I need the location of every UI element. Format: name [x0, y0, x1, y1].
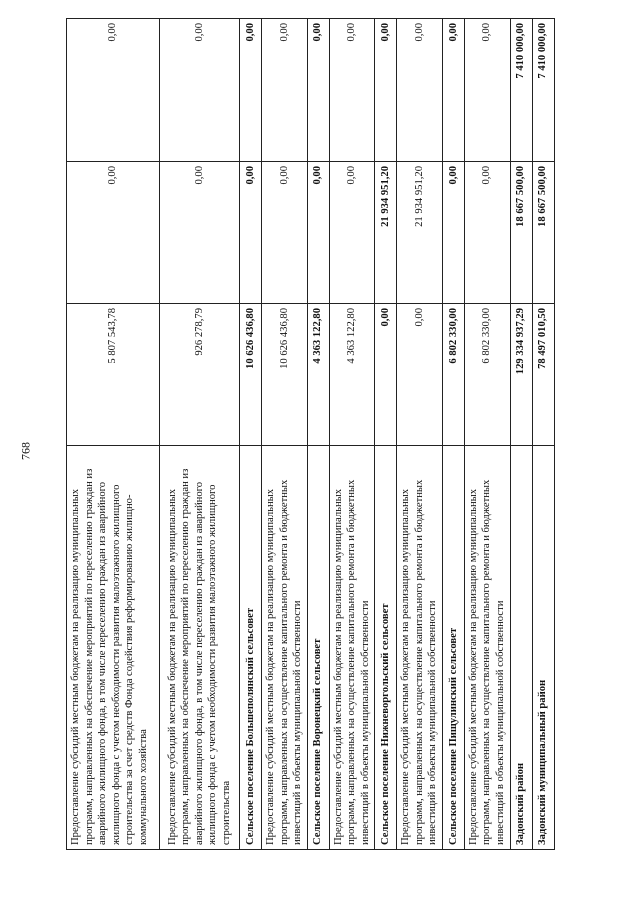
row-value-2: 0,00: [262, 162, 308, 304]
row-description: Предоставление субсидий местным бюджетам на реализацию муниципальных программ, направленных на осуществление капитального ремонта и бюджетных инвестиций в объекты муниципальной собственности: [262, 446, 308, 850]
row-value-2: 0,00: [464, 162, 510, 304]
row-value-1: 0,00: [375, 304, 397, 446]
rotated-table-container: [66, 23, 591, 850]
row-description: Сельское поселение Пищулинский сельсовет: [442, 446, 464, 850]
row-value-3: 0,00: [160, 19, 240, 162]
row-value-2: 0,00: [240, 162, 262, 304]
row-value-1: 4 363 122,80: [307, 304, 329, 446]
row-value-2: 18 667 500,00: [510, 162, 532, 304]
table-row: [464, 19, 510, 850]
row-value-3: 7 410 000,00: [510, 19, 532, 162]
row-value-3: 0,00: [397, 19, 443, 162]
table-row-subtotal: [442, 19, 464, 850]
row-value-3: 0,00: [442, 19, 464, 162]
row-value-3: 0,00: [464, 19, 510, 162]
row-description: Предоставление субсидий местным бюджетам на реализацию муниципальных программ, направленных на осуществление капитального ремонта и бюджетных инвестиций в объекты муниципальной собственности: [329, 446, 375, 850]
subsidy-table: [66, 18, 555, 850]
row-value-2: 0,00: [307, 162, 329, 304]
row-description: Сельское поселение Большеполянский сельсовет: [240, 446, 262, 850]
row-value-3: 0,00: [262, 19, 308, 162]
table-row-total: [510, 19, 532, 850]
row-value-2: 0,00: [329, 162, 375, 304]
row-description: Сельское поселение Нижневоргольский сельсовет: [375, 446, 397, 850]
row-value-1: 0,00: [397, 304, 443, 446]
row-value-2: 0,00: [67, 162, 160, 304]
page-number: 768: [18, 442, 33, 460]
row-value-1: 6 802 330,00: [464, 304, 510, 446]
row-value-3: 7 410 000,00: [532, 19, 554, 162]
row-value-2: 21 934 951,20: [375, 162, 397, 304]
table-row: [262, 19, 308, 850]
row-value-1: 4 363 122,80: [329, 304, 375, 446]
row-description: Предоставление субсидий местным бюджетам на реализацию муниципальных программ, направленных на обеспечение мероприятий по переселению граждан из аварийного жилищного фонда, в том числе переселению граждан из аварийного жилищного фонда с учетом необходимости развития малоэтажного жилищного строительства: [160, 446, 240, 850]
table-row-subtotal: [375, 19, 397, 850]
row-value-2: 18 667 500,00: [532, 162, 554, 304]
row-value-2: 21 934 951,20: [397, 162, 443, 304]
row-description: Предоставление субсидий местным бюджетам на реализацию муниципальных программ, направленных на осуществление капитального ремонта и бюджетных инвестиций в объекты муниципальной собственности: [464, 446, 510, 850]
row-value-1: 10 626 436,80: [262, 304, 308, 446]
row-value-3: 0,00: [375, 19, 397, 162]
row-value-2: 0,00: [160, 162, 240, 304]
row-value-1: 129 334 937,29: [510, 304, 532, 446]
row-description: Задонский муниципальный район: [532, 446, 554, 850]
table-row: [329, 19, 375, 850]
row-value-3: 0,00: [329, 19, 375, 162]
row-value-3: 0,00: [67, 19, 160, 162]
table-row: [67, 19, 160, 850]
row-value-1: 5 807 543,78: [67, 304, 160, 446]
row-value-1: 926 278,79: [160, 304, 240, 446]
row-value-1: 10 626 436,80: [240, 304, 262, 446]
row-value-3: 0,00: [240, 19, 262, 162]
row-description: Предоставление субсидий местным бюджетам на реализацию муниципальных программ, направленных на обеспечение мероприятий по переселению граждан из аварийного жилищного фонда, в том числе переселению граждан из аварийного жилищного фонда с учетом необходимости развития малоэтажного жилищного строительства за счет средств Фонда содействия реформированию жилищно-коммунального хозяйства: [67, 446, 160, 850]
row-value-1: 6 802 330,00: [442, 304, 464, 446]
rotated-page-content: [66, 23, 591, 850]
row-value-2: 0,00: [442, 162, 464, 304]
row-description: Предоставление субсидий местным бюджетам на реализацию муниципальных программ, направленных на осуществление капитального ремонта и бюджетных инвестиций в объекты муниципальной собственности: [397, 446, 443, 850]
table-row: [160, 19, 240, 850]
row-value-3: 0,00: [307, 19, 329, 162]
table-row: [397, 19, 443, 850]
row-description: Сельское поселение Воронецкий сельсовет: [307, 446, 329, 850]
table-row-subtotal: [240, 19, 262, 850]
table-row-total: [532, 19, 554, 850]
row-value-1: 78 497 010,50: [532, 304, 554, 446]
row-description: Задонский район: [510, 446, 532, 850]
table-row-subtotal: [307, 19, 329, 850]
